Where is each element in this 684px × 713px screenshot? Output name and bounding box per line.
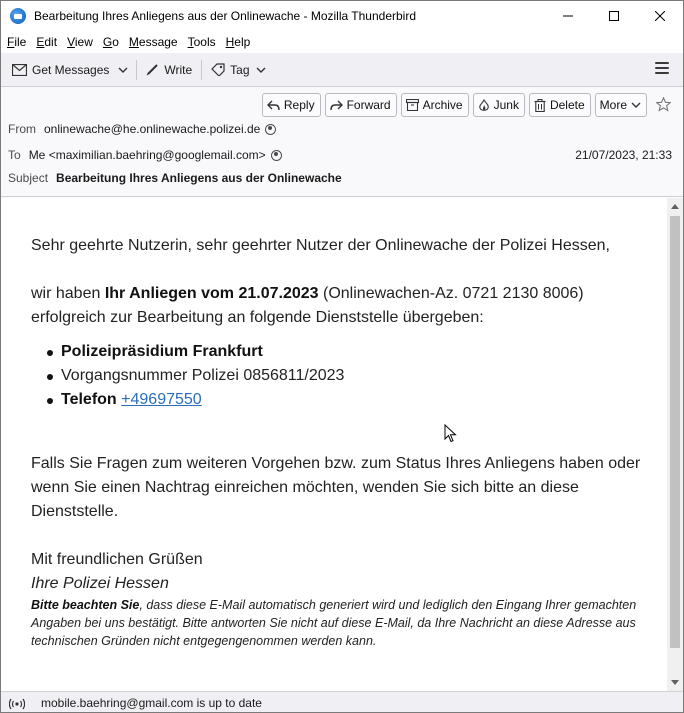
list-item: Polizeipräsidium Frankfurt [61,340,646,364]
from-address[interactable]: onlinewache@he.onlinewache.polizei.de [44,122,261,136]
menu-tools[interactable]: Tools [187,35,216,49]
close-button[interactable] [637,1,683,31]
subject-text: Bearbeitung Ihres Anliegens aus der Onlinewache [56,171,342,185]
more-button[interactable]: More [595,93,647,117]
menu-edit[interactable]: Edit [36,35,58,49]
to-address[interactable]: Me <maximilian.baehring@googlemail.com> [28,148,266,162]
subject-row [8,171,342,185]
scroll-down-icon[interactable] [671,680,679,685]
write-button[interactable]: Write [141,58,197,82]
paragraph-2: Falls Sie Fragen zum weiteren Vorgehen bzw. zum Status Ihres Anliegens haben oder wenn Sie einen Nachtrag einreichen möchten, wenden Sie sich bitte an diese Dienststelle. [31,455,641,520]
junk-button[interactable]: Junk [473,93,525,117]
minimize-button[interactable] [545,1,591,31]
reply-button[interactable]: Reply [262,93,321,117]
scroll-up-icon[interactable] [671,204,679,209]
menu-go[interactable]: Go [102,35,119,49]
window-controls [545,1,683,31]
minimize-icon [563,11,573,21]
chevron-down-icon [256,67,266,73]
title-bar [1,1,683,31]
status-bar [1,691,683,713]
menu-bar [1,31,683,53]
greeting: Sehr geehrte Nutzerin, sehr geehrter Nutzer der Onlinewache der Polizei Hessen, [31,237,610,254]
forward-button[interactable]: Forward [325,93,397,117]
archive-box-icon [406,99,419,111]
activity-signal-icon[interactable] [9,696,25,710]
menu-view[interactable]: View [67,35,93,49]
contact-icon[interactable] [265,124,276,135]
menu-message[interactable]: Message [128,35,178,49]
star-icon [656,97,671,112]
menu-file[interactable]: File [7,35,27,49]
subject-label: Subject [8,171,49,185]
text-cursor-icon [444,424,458,444]
from-row [8,122,276,136]
star-button[interactable] [656,97,671,115]
maximize-button[interactable] [591,1,637,31]
message-body [1,198,667,691]
contact-icon[interactable] [271,150,282,161]
archive-button[interactable]: Archive [401,93,469,117]
menu-help[interactable]: Help [225,35,251,49]
paragraph-1: wir haben Ihr Anliegen vom 21.07.2023 (Onlinewachen-Az. 0721 2130 8006) erfolgreich zur Bearbeitung an folgende Dienststelle übergeben: [31,285,584,326]
pencil-icon [146,63,159,76]
trash-icon [534,99,546,112]
message-header [1,88,683,197]
maximize-icon [609,11,619,21]
thunderbird-logo-icon [10,8,26,24]
get-messages-button[interactable]: Get Messages [7,58,114,82]
tag-button[interactable]: Tag [206,58,270,82]
chevron-down-icon [118,67,128,73]
vertical-scrollbar[interactable] [667,198,683,691]
chevron-down-icon [631,102,641,108]
toolbar-separator [136,60,137,80]
tag-icon [211,63,225,76]
automated-notice: Bitte beachten Sie, dass diese E-Mail automatisch generiert wird und lediglich den Eingang Ihrer gemachten Angaben bei uns bestätigt. Bitte antworten Sie nicht auf diese E-Mail, da Ihre Nachricht an diese Adresse aus technischen Gründen nicht entgegengenommen werden kann. [31,598,637,648]
list-item: Vorgangsnummer Polizei 0856811/2023 [61,364,646,388]
message-date: 21/07/2023, 21:33 [575,148,672,162]
toolbar-separator [201,60,202,80]
main-toolbar [1,53,683,87]
scrollbar-thumb[interactable] [670,216,680,648]
delete-button[interactable]: Delete [529,93,591,117]
office-details-list [31,340,646,412]
signature: Ihre Polizei Hessen [31,575,169,592]
to-row [8,148,282,162]
to-label: To [8,148,21,162]
forward-arrow-icon [330,100,343,111]
list-item: Telefon +49697550 [61,388,646,412]
closing: Mit freundlichen Grüßen [31,551,203,568]
from-label: From [8,122,36,136]
message-actions [258,93,647,117]
envelope-download-icon [12,64,27,76]
app-menu-button[interactable] [655,62,669,74]
window-title: Bearbeitung Ihres Anliegens aus der Onlinewache - Mozilla Thunderbird [34,9,417,23]
close-icon [655,11,665,21]
message-content [31,234,646,650]
junk-flame-icon [478,99,490,112]
status-text: mobile.baehring@gmail.com is up to date [41,695,262,710]
get-messages-dropdown[interactable] [114,58,132,82]
reply-arrow-icon [267,100,280,111]
phone-link[interactable]: +49697550 [121,391,202,408]
